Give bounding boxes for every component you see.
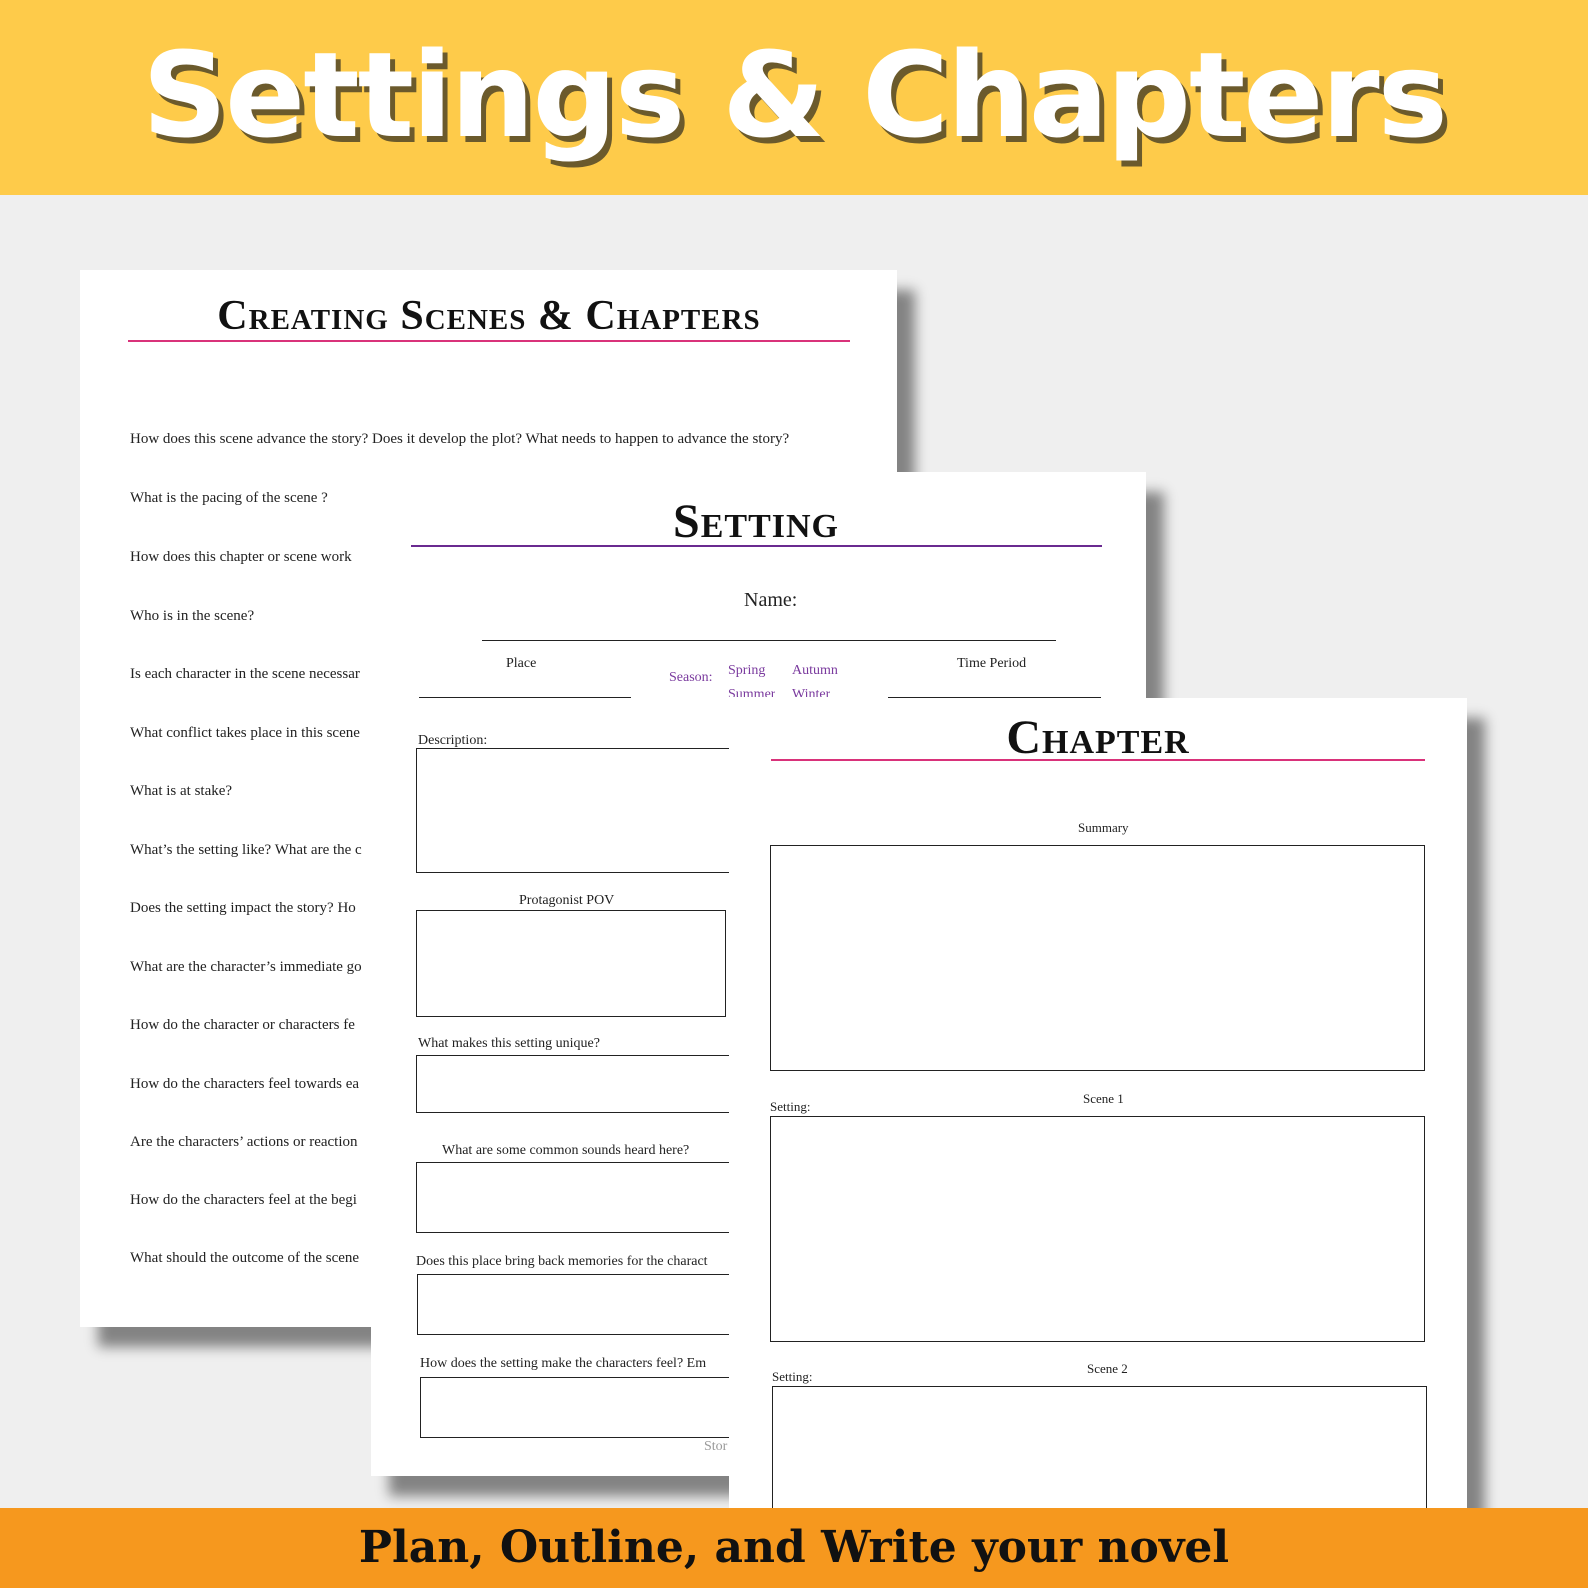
scene1-setting-label: Setting: (770, 1099, 811, 1114)
question-item: What’s the setting like? What are the c (130, 842, 362, 858)
place-label: Place (506, 656, 537, 671)
question-item: What should the outcome of the scene (130, 1250, 360, 1266)
title-divider (771, 759, 1425, 761)
sounds-box (416, 1162, 778, 1233)
question-item: What is at stake? (130, 783, 233, 799)
page-title: Chapter (1006, 711, 1190, 764)
summary-label: Summary (1078, 820, 1129, 835)
question-item: How do the character or characters fe (130, 1017, 355, 1033)
page-title: Setting (673, 495, 839, 548)
question-item: Is each character in the scene necessar (130, 666, 360, 682)
protagonist-box (416, 910, 726, 1017)
unique-box (416, 1055, 778, 1113)
feel-label: How does the setting make the characters feel? Em (420, 1356, 707, 1371)
title-divider (128, 340, 850, 342)
description-box (416, 748, 778, 873)
question-item: What conflict takes place in this scene (130, 725, 360, 741)
question-item: How does this chapter or scene work (130, 549, 352, 565)
question-item: How do the characters feel towards ea (130, 1076, 360, 1092)
season-winter: Winter (792, 687, 831, 697)
banner-title: Settings & Chapters (142, 26, 1446, 164)
place-line (419, 697, 631, 698)
memories-box (417, 1274, 778, 1335)
scene2-label: Scene 2 (1087, 1361, 1128, 1376)
name-label: Name: (744, 589, 798, 611)
scene1-label: Scene 1 (1083, 1091, 1124, 1106)
feel-box (420, 1377, 778, 1438)
summary-box (770, 845, 1425, 1071)
title-divider (411, 545, 1102, 547)
page-title: Creating Scenes & Chapters (217, 293, 761, 339)
scene1-box (770, 1116, 1425, 1342)
tagline: Plan, Outline, and Write your novel (358, 1522, 1230, 1573)
question-item: What is the pacing of the scene ? (130, 490, 328, 506)
protagonist-label: Protagonist POV (519, 893, 615, 908)
season-summer: Summer (728, 687, 776, 697)
bottom-banner (0, 1508, 1588, 1588)
chapter-worksheet-page (729, 698, 1467, 1528)
question-item: How does this scene advance the story? Does it develop the plot? What needs to happen to advance the story? (130, 431, 790, 447)
unique-label: What makes this setting unique? (418, 1036, 600, 1051)
season-label: Season: (669, 670, 713, 685)
top-banner (0, 0, 1588, 195)
question-item: Does the setting impact the story? Ho (130, 900, 356, 916)
question-item: Who is in the scene? (130, 608, 255, 624)
memories-label: Does this place bring back memories for the charact (416, 1254, 708, 1269)
season-spring: Spring (728, 663, 766, 678)
page-footer: Stor (704, 1439, 728, 1454)
question-item: What are the character’s immediate go (130, 959, 362, 975)
time-period-label: Time Period (957, 656, 1027, 671)
sounds-label: What are some common sounds heard here? (442, 1143, 690, 1158)
name-line (482, 640, 1056, 641)
season-autumn: Autumn (792, 663, 838, 678)
scene2-setting-label: Setting: (772, 1369, 813, 1384)
question-item: Are the characters’ actions or reaction (130, 1134, 358, 1150)
description-label: Description: (418, 733, 488, 748)
question-item: How do the characters feel at the begi (130, 1192, 357, 1208)
